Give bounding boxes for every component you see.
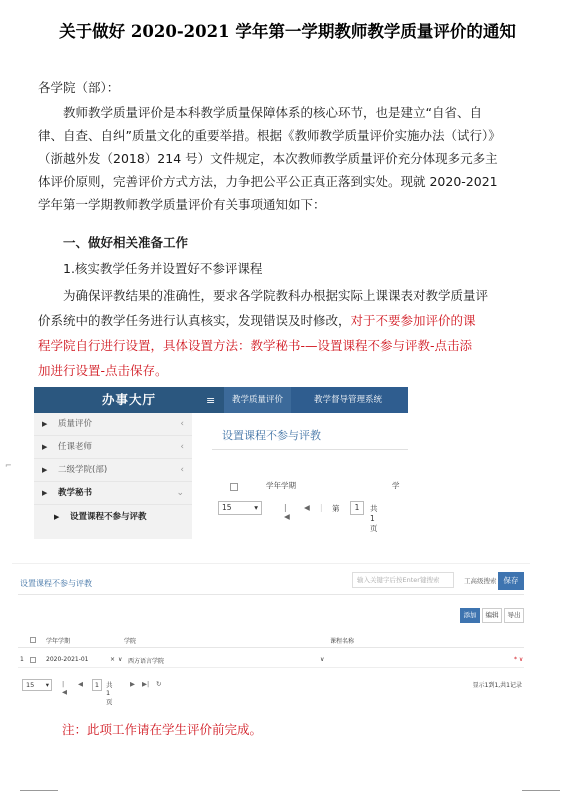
s1-page-title: 设置课程不参与评教 bbox=[222, 429, 321, 442]
para2-line3: 程学院自行进行设置，具体设置方法：教学秘书-—设置课程不参与评教-点击添 bbox=[38, 338, 473, 353]
separator: | bbox=[320, 503, 323, 512]
menu-icon[interactable]: ≡ bbox=[206, 394, 216, 407]
sidebar-item-teacher[interactable] bbox=[34, 436, 192, 459]
header-college: 学院 bbox=[124, 638, 137, 645]
divider bbox=[18, 594, 524, 595]
triangle-right-icon: ▶ bbox=[42, 443, 48, 451]
column-term: 学年学期 bbox=[266, 481, 296, 490]
row-index: 1 bbox=[20, 656, 24, 663]
row-college: 西方语言学院 bbox=[128, 658, 165, 665]
save-button[interactable]: 保存 bbox=[498, 572, 524, 590]
prev-page-icon[interactable]: ◀ bbox=[78, 680, 83, 688]
table-header bbox=[18, 634, 524, 648]
s2-page-title: 设置课程不参与评教 bbox=[20, 579, 92, 588]
para2-line2-red: 对于不要参加评价的课 bbox=[350, 313, 476, 328]
screenshot-office-hall bbox=[34, 387, 408, 539]
page-number-input[interactable]: 1 bbox=[350, 501, 364, 515]
triangle-right-icon: ▶ bbox=[42, 466, 48, 474]
item-heading: 1.核实教学任务并设置好不参评课程 bbox=[63, 261, 263, 276]
next-page-icon[interactable]: ▶ bbox=[130, 680, 135, 688]
para1-line2: 律、自查、自纠”质量文化的重要举措。根据《教师教学质量评价实施办法（试行）》 bbox=[38, 128, 501, 143]
page-total: 共1页 bbox=[106, 681, 113, 706]
sidebar-item-college[interactable] bbox=[34, 459, 192, 482]
tab-supervision[interactable]: 教学督导管理系统 bbox=[314, 395, 383, 405]
required-mark: * ∨ bbox=[514, 656, 524, 663]
tab-teaching-quality[interactable]: 教学质量评价 bbox=[224, 387, 291, 413]
chevron-left-icon: ‹ bbox=[180, 465, 184, 475]
salutation: 各学院（部）： bbox=[38, 80, 120, 95]
select-all-checkbox[interactable] bbox=[30, 637, 36, 643]
search-input[interactable]: 输入关键字后按Enter键搜索 bbox=[352, 572, 454, 588]
para2-line1: 为确保评教结果的准确性，要求各学院教科办根据实际上课课表对教学质量评 bbox=[63, 288, 489, 303]
header-course: 课程名称 bbox=[330, 638, 355, 645]
note: 注：此项工作请在学生评价前完成。 bbox=[62, 722, 263, 737]
row-term: 2020-2021-01 bbox=[46, 656, 89, 663]
sidebar-item-label: 二级学院(部) bbox=[58, 465, 108, 475]
refresh-icon[interactable]: ↻ bbox=[156, 680, 162, 688]
page-corner-mark bbox=[20, 790, 58, 791]
advanced-search-link[interactable]: 工高级搜索 bbox=[464, 577, 497, 585]
add-button[interactable]: 添加 bbox=[460, 608, 480, 623]
s1-sidebar bbox=[34, 413, 192, 539]
sidebar-item-quality[interactable] bbox=[34, 413, 192, 436]
header-term: 学年学期 bbox=[46, 638, 71, 645]
para2-line2 bbox=[38, 309, 544, 332]
s1-logo: 办事大厅 bbox=[34, 387, 224, 413]
page-size-select[interactable]: 15 ▾ bbox=[218, 501, 262, 515]
page-total: 共1页 bbox=[370, 504, 378, 533]
chevron-left-icon: ‹ bbox=[180, 419, 184, 429]
document-title: 关于做好 2020-2021 学年第一学期教师教学质量评价的通知 bbox=[59, 22, 516, 41]
row-checkbox[interactable] bbox=[30, 657, 36, 663]
screenshot-exclude-course-list bbox=[12, 563, 530, 705]
divider bbox=[212, 449, 408, 450]
first-page-icon[interactable]: |◀ bbox=[284, 503, 290, 521]
select-all-checkbox[interactable] bbox=[230, 483, 238, 491]
chevron-down-icon[interactable]: ∨ bbox=[118, 656, 123, 663]
sidebar-item-secretary[interactable] bbox=[34, 482, 192, 505]
sidebar-item-label: 任课老师 bbox=[58, 442, 93, 452]
para1-line1: 教师教学质量评价是本科教学质量保障体系的核心环节，也是建立“自省、自 bbox=[63, 105, 482, 120]
record-range: 显示1到1,共1记录 bbox=[472, 682, 522, 689]
para1-line3: （浙越外发（2018）214 号）文件规定，本次教师教学质量评价充分体现多元多主 bbox=[38, 151, 498, 166]
sidebar-subitem-exclude-course[interactable] bbox=[34, 506, 192, 528]
first-page-icon[interactable]: |◀ bbox=[62, 680, 67, 696]
s1-main bbox=[192, 413, 408, 539]
sidebar-subitem-label: 设置课程不参与评教 bbox=[70, 512, 147, 522]
triangle-right-icon: ▶ bbox=[54, 513, 60, 521]
column-college: 学 bbox=[392, 481, 400, 490]
s1-header bbox=[34, 387, 408, 413]
edit-button[interactable]: 编辑 bbox=[482, 608, 502, 623]
margin-mark: ⌐ bbox=[5, 461, 12, 470]
chevron-down-icon: ⌄ bbox=[176, 488, 184, 498]
para1-line4: 体评价原则，完善评价方式方法，力争把公平公正真正落到实处。现就 2020-2021 bbox=[38, 174, 498, 189]
sidebar-item-label: 教学秘书 bbox=[58, 488, 93, 498]
page-number-input[interactable]: 1 bbox=[92, 679, 102, 691]
chevron-left-icon: ‹ bbox=[180, 442, 184, 452]
last-page-icon[interactable]: ▶| bbox=[142, 680, 150, 688]
page-corner-mark bbox=[522, 790, 560, 791]
sidebar-item-label: 质量评价 bbox=[58, 419, 93, 429]
table-row[interactable] bbox=[18, 654, 524, 668]
prev-page-icon[interactable]: ◀ bbox=[304, 503, 310, 512]
para2-line4: 加进行设置-点击保存。 bbox=[38, 363, 168, 378]
clear-icon[interactable]: × bbox=[110, 656, 116, 663]
triangle-right-icon: ▶ bbox=[42, 420, 48, 428]
para1-line5: 学年第一学期教师教学质量评价有关事项通知如下： bbox=[38, 197, 326, 212]
chevron-down-icon[interactable]: ∨ bbox=[320, 656, 325, 663]
page-word: 第 bbox=[332, 504, 340, 513]
export-button[interactable]: 导出 bbox=[504, 608, 524, 623]
page-size-select[interactable]: 15 ▾ bbox=[22, 679, 52, 691]
section-heading: 一、做好相关准备工作 bbox=[63, 235, 189, 250]
para2-line2-black: 价系统中的教学任务进行认真核实，发现错误及时修改， bbox=[38, 313, 351, 328]
triangle-right-icon: ▶ bbox=[42, 489, 48, 497]
